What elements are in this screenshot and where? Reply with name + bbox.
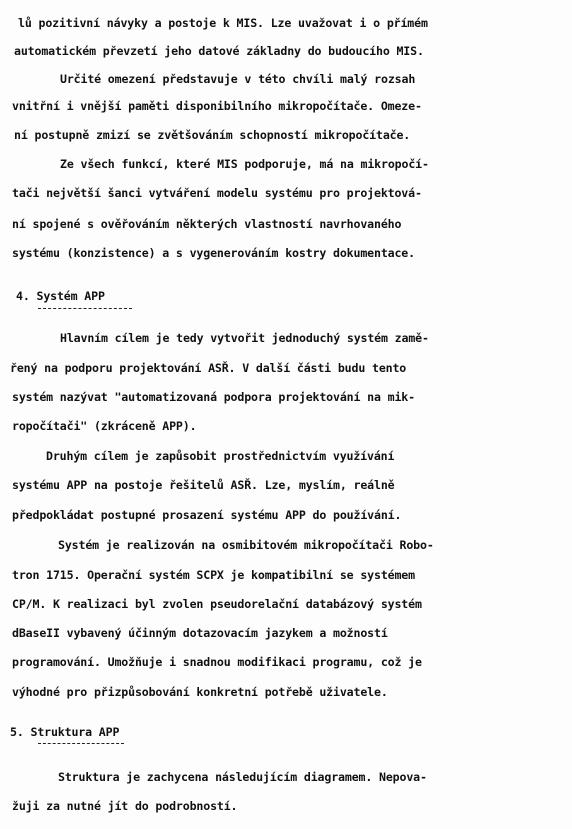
text-line: Druhým cílem je zapůsobit prostřednictvím využívání — [46, 449, 395, 463]
text-line: ní postupně zmizí se zvětšováním schopností mikropočítače. — [14, 128, 411, 142]
text-line: ní spojené s ověřováním některých vlastností navrhovaného — [12, 217, 402, 231]
text-line: výhodné pro přizpůsobování konkretní potřebě uživatele. — [12, 685, 388, 699]
text-line: Určité omezení představuje v této chvíli malý rozsah — [60, 72, 416, 86]
text-line: žuji za nutné jít do podrobností. — [12, 799, 238, 813]
text-line: tači největší šanci vytváření modelu systému pro projektová- — [12, 186, 422, 200]
text-line: lů pozitivní návyky a postoje k MIS. Lze uvažovat i o přímém — [18, 16, 428, 30]
section-heading: 5. Struktura APP — [10, 725, 120, 739]
text-line: Systém je realizován na osmibitovém mikropočítači Robo- — [58, 538, 434, 552]
text-line: Hlavním cílem je tedy vytvořit jednoduchý systém zamě- — [60, 331, 429, 345]
text-line: dBaseII vybavený účinným dotazovacím jazykem a možností — [12, 626, 388, 640]
text-line: CP/M. K realizaci byl zvolen pseudorelační databázový systém — [12, 597, 422, 611]
text-line: řený na podporu projektování ASŘ. V další části budu tento — [10, 361, 407, 375]
text-line: systému APP na postoje řešitelů ASŘ. Lze, myslím, reálně — [12, 478, 395, 492]
text-line: Ze všech funkcí, které MIS podporuje, má na mikropočí- — [60, 157, 429, 171]
heading-underline — [38, 308, 132, 309]
text-line: programování. Umožňuje i snadnou modifikaci programu, což je — [12, 655, 422, 669]
text-line: automatickém převzetí jeho datové základny do budoucího MIS. — [14, 44, 424, 58]
text-line: Struktura je zachycena následujícím diagramem. Nepova- — [58, 770, 427, 784]
heading-underline — [38, 743, 124, 744]
text-line: systém nazývat "automatizovaná podpora projektování na mik- — [12, 390, 415, 404]
text-line: vnitřní i vnější paměti disponibilního mikropočítače. Omeze- — [12, 99, 422, 113]
text-line: předpokládat postupné prosazení systému APP do používání. — [12, 508, 402, 522]
text-line: systému (konzistence) a s vygenerováním kostry dokumentace. — [12, 246, 415, 260]
text-line: tron 1715. Operační systém SCPX je kompatibilní se systémem — [12, 568, 415, 582]
text-line: ropočítači" (zkráceně APP). — [12, 419, 197, 433]
section-heading: 4. Systém APP — [16, 289, 105, 303]
